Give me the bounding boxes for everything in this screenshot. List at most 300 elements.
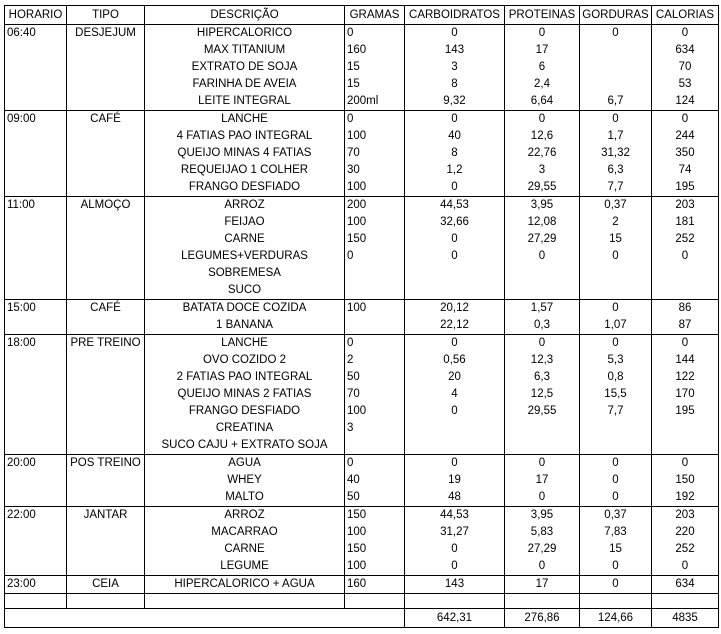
cell-horario: 20:00 <box>5 455 67 473</box>
cell-proteinas: 6,64 <box>505 93 580 111</box>
cell-gorduras: 7,7 <box>580 403 652 420</box>
cell-horario <box>5 59 67 76</box>
cell-descricao: QUEIJO MINAS 2 FATIAS <box>145 386 345 403</box>
cell-carboidratos: 31,27 <box>405 524 505 541</box>
cell-horario <box>5 265 67 282</box>
header-gorduras: GORDURAS <box>580 6 652 25</box>
cell-carboidratos: 0 <box>405 403 505 420</box>
cell-tipo: JANTAR <box>67 507 145 525</box>
cell-descricao: QUEIJO MINAS 4 FATIAS <box>145 145 345 162</box>
table-row <box>5 179 719 197</box>
cell-carboidratos <box>405 420 505 437</box>
cell-carboidratos: 0 <box>405 231 505 248</box>
cell-carboidratos: 0,56 <box>405 352 505 369</box>
cell-tipo: CAFÉ <box>67 111 145 129</box>
cell-descricao: MAX TITANIUM <box>145 42 345 59</box>
cell-calorias: 122 <box>652 369 719 386</box>
table-row <box>5 265 719 282</box>
header-gramas: GRAMAS <box>345 6 405 25</box>
cell-horario <box>5 524 67 541</box>
cell-gramas: 160 <box>345 576 405 594</box>
cell-gorduras <box>580 437 652 455</box>
table-row <box>5 214 719 231</box>
cell-proteinas <box>505 282 580 300</box>
cell-horario <box>5 128 67 145</box>
cell-gorduras: 7,83 <box>580 524 652 541</box>
cell-calorias: 252 <box>652 541 719 558</box>
cell-tipo: ALMOÇO <box>67 197 145 215</box>
cell-proteinas: 0 <box>505 25 580 43</box>
cell-gorduras: 0 <box>580 111 652 129</box>
cell-gramas: 200 <box>345 197 405 215</box>
table-row <box>5 25 719 43</box>
cell-descricao: 4 FATIAS PAO INTEGRAL <box>145 128 345 145</box>
cell-gramas: 100 <box>345 128 405 145</box>
table-row <box>5 507 719 525</box>
cell-gorduras: 0,37 <box>580 197 652 215</box>
cell-tipo <box>67 248 145 265</box>
cell-calorias: 144 <box>652 352 719 369</box>
cell-gramas: 200ml <box>345 93 405 111</box>
cell-tipo <box>67 59 145 76</box>
cell-tipo <box>67 42 145 59</box>
cell-carboidratos: 0 <box>405 248 505 265</box>
cell-carboidratos: 19 <box>405 472 505 489</box>
table-row <box>5 300 719 318</box>
cell-gramas: 15 <box>345 59 405 76</box>
cell-horario: 11:00 <box>5 197 67 215</box>
totals-row <box>5 609 719 628</box>
table-row <box>5 472 719 489</box>
cell-tipo: DESJEJUM <box>67 25 145 43</box>
cell-calorias: 252 <box>652 231 719 248</box>
cell-proteinas: 1,57 <box>505 300 580 318</box>
cell-horario <box>5 558 67 576</box>
header-calorias: CALORIAS <box>652 6 719 25</box>
cell-gramas: 0 <box>345 455 405 473</box>
cell-horario <box>5 541 67 558</box>
cell-descricao: FRANGO DESFIADO <box>145 403 345 420</box>
cell-calorias: 203 <box>652 507 719 525</box>
cell-proteinas: 29,55 <box>505 403 580 420</box>
cell-carboidratos: 22,12 <box>405 317 505 335</box>
cell-calorias: 220 <box>652 524 719 541</box>
cell-tipo <box>67 145 145 162</box>
cell-gorduras: 15 <box>580 231 652 248</box>
cell-descricao: MACARRAO <box>145 524 345 541</box>
cell-gramas <box>345 317 405 335</box>
cell-descricao: AGUA <box>145 455 345 473</box>
cell-calorias <box>652 265 719 282</box>
cell-tipo <box>67 472 145 489</box>
cell-carboidratos: 8 <box>405 76 505 93</box>
cell-proteinas: 0 <box>505 248 580 265</box>
cell-horario <box>5 420 67 437</box>
cell-gramas: 40 <box>345 472 405 489</box>
cell-proteinas: 6,3 <box>505 369 580 386</box>
cell-horario <box>5 437 67 455</box>
cell-descricao: SUCO <box>145 282 345 300</box>
cell-horario <box>5 231 67 248</box>
cell-proteinas: 12,5 <box>505 386 580 403</box>
table-row <box>5 128 719 145</box>
table-row <box>5 524 719 541</box>
cell-calorias: 0 <box>652 248 719 265</box>
cell-carboidratos: 0 <box>405 179 505 197</box>
cell-tipo <box>67 214 145 231</box>
cell-tipo <box>67 558 145 576</box>
cell-descricao: LANCHE <box>145 111 345 129</box>
cell-gramas <box>345 282 405 300</box>
cell-gramas: 150 <box>345 507 405 525</box>
cell-tipo: PRE TREINO <box>67 335 145 353</box>
cell-gorduras: 6,3 <box>580 162 652 179</box>
table-row <box>5 59 719 76</box>
cell-gramas: 70 <box>345 145 405 162</box>
cell-calorias: 0 <box>652 25 719 43</box>
cell-proteinas: 3,95 <box>505 197 580 215</box>
cell-gorduras: 5,3 <box>580 352 652 369</box>
cell-gorduras: 15,5 <box>580 386 652 403</box>
cell-carboidratos: 8 <box>405 145 505 162</box>
cell-descricao: WHEY <box>145 472 345 489</box>
table-row <box>5 420 719 437</box>
cell-horario <box>5 145 67 162</box>
cell-gramas: 150 <box>345 231 405 248</box>
cell-descricao: SUCO CAJU + EXTRATO SOJA <box>145 437 345 455</box>
spacer-row <box>5 594 719 609</box>
table-row <box>5 162 719 179</box>
cell-carboidratos: 48 <box>405 489 505 507</box>
cell-horario: 23:00 <box>5 576 67 594</box>
total-carboidratos: 642,31 <box>405 609 505 628</box>
cell-gorduras: 0 <box>580 576 652 594</box>
cell-descricao: HIPERCALORICO + AGUA <box>145 576 345 594</box>
cell-gramas: 50 <box>345 369 405 386</box>
cell-gorduras <box>580 265 652 282</box>
cell-gorduras: 31,32 <box>580 145 652 162</box>
cell-gramas: 50 <box>345 489 405 507</box>
cell-gramas: 100 <box>345 524 405 541</box>
cell-proteinas <box>505 437 580 455</box>
cell-proteinas: 3,95 <box>505 507 580 525</box>
cell-descricao: CREATINA <box>145 420 345 437</box>
table-row <box>5 42 719 59</box>
cell-tipo <box>67 179 145 197</box>
table-row <box>5 455 719 473</box>
cell-gorduras <box>580 42 652 59</box>
cell-tipo: POS TREINO <box>67 455 145 473</box>
cell-gramas: 2 <box>345 352 405 369</box>
cell-descricao: HIPERCALORICO <box>145 25 345 43</box>
cell-proteinas: 0 <box>505 335 580 353</box>
cell-proteinas <box>505 265 580 282</box>
cell-tipo <box>67 317 145 335</box>
cell-calorias: 634 <box>652 576 719 594</box>
cell-descricao: LANCHE <box>145 335 345 353</box>
table-row <box>5 541 719 558</box>
cell-calorias: 244 <box>652 128 719 145</box>
table-row <box>5 145 719 162</box>
cell-horario: 09:00 <box>5 111 67 129</box>
cell-gorduras <box>580 76 652 93</box>
header-row <box>5 6 719 25</box>
cell-tipo: CEIA <box>67 576 145 594</box>
cell-calorias: 0 <box>652 111 719 129</box>
cell-calorias: 181 <box>652 214 719 231</box>
cell-calorias: 150 <box>652 472 719 489</box>
cell-descricao: LEGUMES+VERDURAS <box>145 248 345 265</box>
cell-calorias <box>652 437 719 455</box>
cell-carboidratos: 44,53 <box>405 507 505 525</box>
cell-proteinas: 27,29 <box>505 541 580 558</box>
cell-gramas: 0 <box>345 248 405 265</box>
cell-tipo <box>67 352 145 369</box>
cell-tipo <box>67 403 145 420</box>
cell-tipo <box>67 265 145 282</box>
cell-carboidratos <box>405 437 505 455</box>
cell-calorias: 195 <box>652 403 719 420</box>
table-row <box>5 93 719 111</box>
cell-calorias: 203 <box>652 197 719 215</box>
cell-tipo <box>67 93 145 111</box>
table-row <box>5 197 719 215</box>
meal-table-body <box>5 25 719 594</box>
cell-calorias <box>652 420 719 437</box>
cell-horario: 18:00 <box>5 335 67 353</box>
cell-proteinas: 5,83 <box>505 524 580 541</box>
cell-calorias: 74 <box>652 162 719 179</box>
cell-gramas: 100 <box>345 300 405 318</box>
cell-carboidratos: 0 <box>405 335 505 353</box>
cell-gramas: 70 <box>345 386 405 403</box>
cell-calorias: 192 <box>652 489 719 507</box>
table-row <box>5 231 719 248</box>
header-descricao: DESCRIÇÃO <box>145 6 345 25</box>
table-row <box>5 386 719 403</box>
cell-carboidratos <box>405 282 505 300</box>
cell-carboidratos: 20,12 <box>405 300 505 318</box>
cell-horario <box>5 352 67 369</box>
cell-descricao: EXTRATO DE SOJA <box>145 59 345 76</box>
cell-gorduras: 0 <box>580 248 652 265</box>
cell-gorduras: 1,07 <box>580 317 652 335</box>
cell-horario: 15:00 <box>5 300 67 318</box>
meal-plan-table <box>4 5 719 628</box>
cell-descricao: CARNE <box>145 541 345 558</box>
cell-tipo: CAFÉ <box>67 300 145 318</box>
cell-carboidratos: 0 <box>405 111 505 129</box>
cell-gorduras <box>580 420 652 437</box>
cell-tipo <box>67 524 145 541</box>
cell-carboidratos: 20 <box>405 369 505 386</box>
cell-gramas: 30 <box>345 162 405 179</box>
cell-tipo <box>67 128 145 145</box>
cell-tipo <box>67 420 145 437</box>
cell-tipo <box>67 369 145 386</box>
cell-gorduras: 0 <box>580 335 652 353</box>
table-row <box>5 558 719 576</box>
cell-horario <box>5 317 67 335</box>
cell-calorias: 86 <box>652 300 719 318</box>
cell-horario <box>5 489 67 507</box>
cell-horario <box>5 93 67 111</box>
cell-horario <box>5 76 67 93</box>
cell-horario: 22:00 <box>5 507 67 525</box>
cell-calorias: 53 <box>652 76 719 93</box>
cell-gorduras: 1,7 <box>580 128 652 145</box>
header-tipo: TIPO <box>67 6 145 25</box>
cell-calorias: 350 <box>652 145 719 162</box>
cell-descricao: FEIJAO <box>145 214 345 231</box>
cell-calorias: 170 <box>652 386 719 403</box>
cell-proteinas <box>505 420 580 437</box>
cell-gramas: 15 <box>345 76 405 93</box>
cell-descricao: ARROZ <box>145 197 345 215</box>
cell-proteinas: 0 <box>505 455 580 473</box>
cell-tipo <box>67 76 145 93</box>
cell-gramas: 150 <box>345 541 405 558</box>
cell-carboidratos: 44,53 <box>405 197 505 215</box>
cell-gramas: 0 <box>345 335 405 353</box>
cell-gorduras: 15 <box>580 541 652 558</box>
cell-tipo <box>67 437 145 455</box>
cell-gramas: 160 <box>345 42 405 59</box>
cell-calorias: 70 <box>652 59 719 76</box>
cell-proteinas: 0 <box>505 489 580 507</box>
cell-proteinas: 12,6 <box>505 128 580 145</box>
cell-horario: 06:40 <box>5 25 67 43</box>
table-row <box>5 489 719 507</box>
cell-calorias: 0 <box>652 335 719 353</box>
cell-gramas: 100 <box>345 558 405 576</box>
cell-proteinas: 29,55 <box>505 179 580 197</box>
cell-carboidratos: 143 <box>405 42 505 59</box>
header-horario: HORARIO <box>5 6 67 25</box>
cell-calorias: 0 <box>652 558 719 576</box>
cell-carboidratos: 4 <box>405 386 505 403</box>
header-carboidratos: CARBOIDRATOS <box>405 6 505 25</box>
cell-proteinas: 0 <box>505 558 580 576</box>
table-row <box>5 282 719 300</box>
cell-calorias: 124 <box>652 93 719 111</box>
cell-horario <box>5 472 67 489</box>
cell-tipo <box>67 231 145 248</box>
cell-horario <box>5 162 67 179</box>
cell-gorduras <box>580 59 652 76</box>
cell-horario <box>5 214 67 231</box>
cell-calorias: 634 <box>652 42 719 59</box>
cell-horario <box>5 386 67 403</box>
cell-proteinas: 2,4 <box>505 76 580 93</box>
cell-gorduras: 0 <box>580 300 652 318</box>
cell-proteinas: 0,3 <box>505 317 580 335</box>
cell-gramas: 0 <box>345 25 405 43</box>
cell-descricao: FARINHA DE AVEIA <box>145 76 345 93</box>
cell-descricao: CARNE <box>145 231 345 248</box>
cell-carboidratos: 1,2 <box>405 162 505 179</box>
cell-horario <box>5 179 67 197</box>
cell-tipo <box>67 489 145 507</box>
cell-horario <box>5 248 67 265</box>
cell-descricao: BATATA DOCE COZIDA <box>145 300 345 318</box>
cell-descricao: MALTO <box>145 489 345 507</box>
cell-carboidratos <box>405 265 505 282</box>
total-gorduras: 124,66 <box>580 609 652 628</box>
cell-gorduras: 7,7 <box>580 179 652 197</box>
cell-carboidratos: 9,32 <box>405 93 505 111</box>
cell-carboidratos: 40 <box>405 128 505 145</box>
cell-carboidratos: 0 <box>405 25 505 43</box>
header-proteinas: PROTEINAS <box>505 6 580 25</box>
table-row <box>5 437 719 455</box>
cell-gramas: 100 <box>345 214 405 231</box>
table-row <box>5 76 719 93</box>
cell-gorduras <box>580 282 652 300</box>
cell-proteinas: 27,29 <box>505 231 580 248</box>
cell-descricao: SOBREMESA <box>145 265 345 282</box>
cell-horario <box>5 403 67 420</box>
cell-gramas <box>345 265 405 282</box>
cell-proteinas: 12,3 <box>505 352 580 369</box>
cell-calorias: 87 <box>652 317 719 335</box>
table-row <box>5 335 719 353</box>
cell-carboidratos: 143 <box>405 576 505 594</box>
table-row <box>5 576 719 594</box>
cell-horario <box>5 282 67 300</box>
cell-tipo <box>67 282 145 300</box>
cell-descricao: REQUEIJAO 1 COLHER <box>145 162 345 179</box>
cell-tipo <box>67 541 145 558</box>
table-row <box>5 111 719 129</box>
cell-descricao: ARROZ <box>145 507 345 525</box>
cell-tipo <box>67 386 145 403</box>
cell-proteinas: 0 <box>505 111 580 129</box>
total-calorias: 4835 <box>652 609 719 628</box>
total-proteinas: 276,86 <box>505 609 580 628</box>
cell-gramas <box>345 437 405 455</box>
cell-carboidratos: 3 <box>405 59 505 76</box>
cell-proteinas: 12,08 <box>505 214 580 231</box>
table-row <box>5 248 719 265</box>
cell-descricao: FRANGO DESFIADO <box>145 179 345 197</box>
cell-proteinas: 17 <box>505 576 580 594</box>
cell-carboidratos: 0 <box>405 541 505 558</box>
cell-gramas: 0 <box>345 111 405 129</box>
cell-tipo <box>67 162 145 179</box>
cell-calorias: 0 <box>652 455 719 473</box>
cell-gorduras: 0 <box>580 472 652 489</box>
cell-descricao: OVO COZIDO 2 <box>145 352 345 369</box>
cell-gorduras: 0,37 <box>580 507 652 525</box>
cell-gorduras: 2 <box>580 214 652 231</box>
cell-gorduras: 0 <box>580 558 652 576</box>
cell-gorduras: 0 <box>580 489 652 507</box>
cell-calorias <box>652 282 719 300</box>
cell-carboidratos: 0 <box>405 455 505 473</box>
table-row <box>5 369 719 386</box>
cell-gramas: 100 <box>345 403 405 420</box>
cell-proteinas: 17 <box>505 472 580 489</box>
cell-calorias: 195 <box>652 179 719 197</box>
cell-carboidratos: 0 <box>405 558 505 576</box>
cell-descricao: LEGUME <box>145 558 345 576</box>
cell-horario <box>5 369 67 386</box>
cell-carboidratos: 32,66 <box>405 214 505 231</box>
table-row <box>5 352 719 369</box>
cell-proteinas: 22,76 <box>505 145 580 162</box>
cell-gorduras: 0 <box>580 25 652 43</box>
